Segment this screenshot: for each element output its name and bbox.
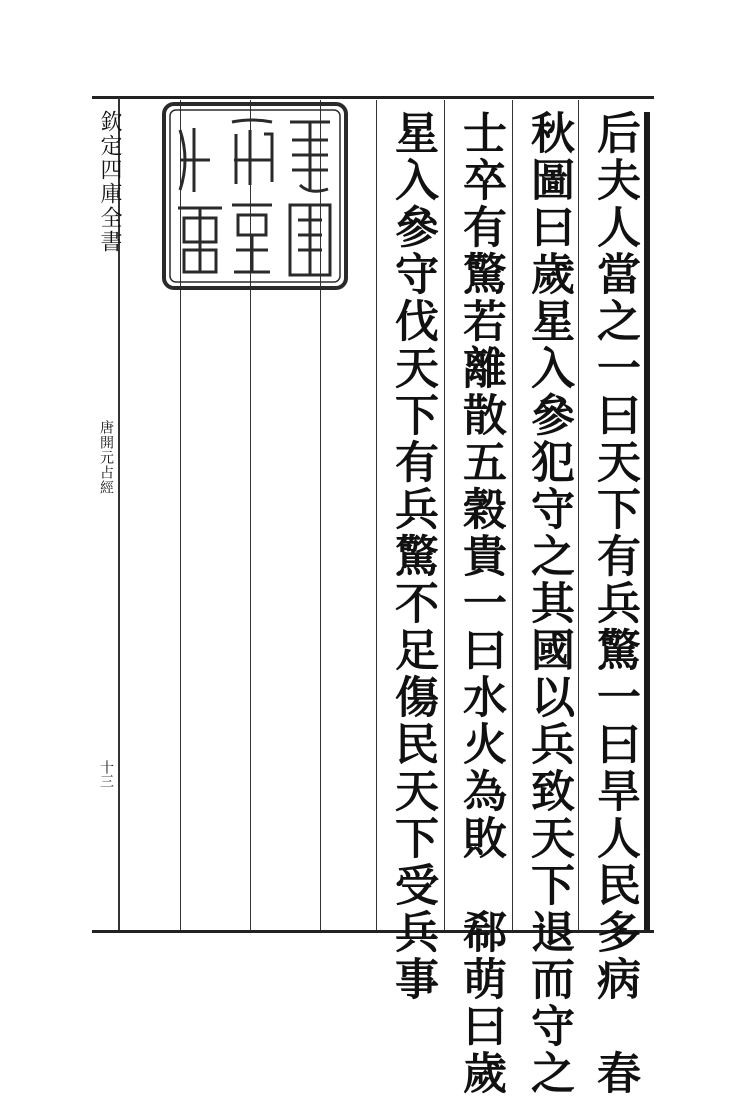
top-rule	[92, 96, 654, 99]
column-divider	[444, 100, 445, 930]
page-number: 十三	[98, 760, 114, 788]
column-divider	[512, 100, 513, 930]
right-border	[644, 112, 650, 930]
chapter-title: 唐開元占經	[98, 420, 114, 495]
text-column-2: 秋圖曰歲星入參犯守之其國以兵致天下退而守之	[523, 110, 574, 1097]
text-column-3: 士卒有驚若離散五穀貴一曰水火為敗 郗萌曰歲	[455, 110, 506, 1097]
imperial-seal-icon	[160, 100, 350, 292]
text-column-4: 星入參守伐天下有兵驚不足傷民天下受兵事	[387, 110, 438, 1003]
column-divider	[578, 100, 579, 930]
column-divider	[376, 100, 377, 930]
book-title: 欽定四庫全書	[97, 110, 122, 254]
text-column-1: 后夫人當之一曰天下有兵驚一曰旱人民多病 春	[589, 110, 640, 1097]
